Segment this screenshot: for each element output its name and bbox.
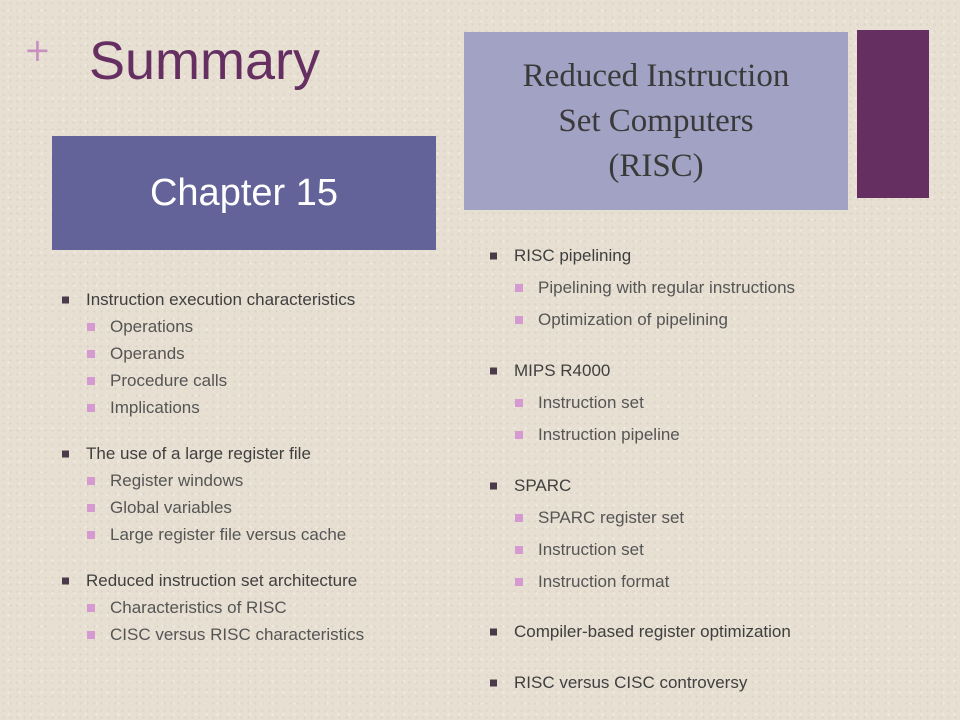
bullet-text: Operands: [110, 344, 185, 363]
bullet-text: Compiler-based register optimization: [514, 622, 791, 641]
sub-bullet-item: [538, 278, 795, 298]
pink-square-bullet-icon: [515, 284, 523, 292]
sub-bullet-item: [110, 317, 193, 337]
bullet-text: Register windows: [110, 471, 244, 490]
bullet-text: CISC versus RISC characteristics: [110, 625, 365, 644]
pink-square-bullet-icon: [87, 477, 95, 485]
bullet-item: [86, 444, 311, 464]
bullet-text: The use of a large register file: [86, 444, 311, 463]
bullet-text: Instruction set: [538, 540, 644, 559]
pink-square-bullet-icon: [515, 431, 523, 439]
sub-bullet-item: [110, 625, 364, 645]
bullet-text: Large register file versus cache: [110, 525, 347, 544]
bullet-text: SPARC register set: [538, 508, 685, 527]
pink-square-bullet-icon: [515, 316, 523, 324]
sub-bullet-item: [110, 498, 232, 518]
bullet-item: [514, 673, 747, 693]
sub-bullet-item: [110, 398, 200, 418]
bullet-item: [86, 571, 357, 591]
square-bullet-icon: [62, 297, 69, 304]
pink-square-bullet-icon: [515, 514, 523, 522]
bullet-text: Global variables: [110, 498, 232, 517]
pink-square-bullet-icon: [87, 350, 95, 358]
sub-bullet-item: [538, 540, 644, 560]
bullet-text: MIPS R4000: [514, 361, 611, 380]
square-bullet-icon: [62, 578, 69, 585]
sub-bullet-item: [538, 425, 680, 445]
bullet-item: [514, 622, 791, 642]
sub-bullet-item: [538, 508, 684, 528]
accent-bar: [857, 30, 929, 198]
pink-square-bullet-icon: [87, 531, 95, 539]
bullet-text: Instruction format: [538, 572, 670, 591]
bullet-item: [86, 290, 355, 310]
pink-square-bullet-icon: [87, 504, 95, 512]
sub-bullet-item: [538, 572, 669, 592]
bullet-text: RISC versus CISC controversy: [514, 673, 748, 692]
sub-bullet-item: [110, 525, 346, 545]
pink-square-bullet-icon: [515, 546, 523, 554]
chapter-label: Chapter 15: [149, 171, 338, 214]
sub-bullet-item: [110, 598, 287, 618]
bullet-text: Operations: [110, 317, 194, 336]
bullet-text: Procedure calls: [110, 371, 228, 390]
bullet-text: Pipelining with regular instructions: [538, 278, 796, 297]
square-bullet-icon: [490, 629, 497, 636]
chapter-banner: [52, 136, 436, 250]
sub-bullet-item: [110, 371, 227, 391]
sub-bullet-item: [538, 393, 644, 413]
bullet-text: Characteristics of RISC: [110, 598, 287, 617]
pink-square-bullet-icon: [87, 631, 95, 639]
square-bullet-icon: [490, 680, 497, 687]
bullet-text: Instruction pipeline: [538, 425, 680, 444]
bullet-item: [514, 476, 571, 496]
square-bullet-icon: [490, 483, 497, 490]
pink-square-bullet-icon: [87, 404, 95, 412]
square-bullet-icon: [62, 451, 69, 458]
bullet-text: Instruction execution characteristics: [86, 290, 356, 309]
pink-square-bullet-icon: [87, 604, 95, 612]
risc-heading: Reduced Instruction Set Computers (RISC): [522, 57, 790, 184]
bullet-text: Reduced instruction set architecture: [86, 571, 358, 590]
pink-square-bullet-icon: [515, 578, 523, 586]
bullet-text: RISC pipelining: [514, 246, 632, 265]
bullet-text: Implications: [110, 398, 200, 417]
bullet-text: Instruction set: [538, 393, 644, 412]
slide-title: Summary: [89, 31, 321, 91]
pink-square-bullet-icon: [515, 399, 523, 407]
pink-square-bullet-icon: [87, 323, 95, 331]
risc-heading-box: [464, 32, 848, 210]
square-bullet-icon: [490, 253, 497, 260]
sub-bullet-item: [110, 344, 185, 364]
bullet-text: SPARC: [514, 476, 572, 495]
pink-square-bullet-icon: [87, 377, 95, 385]
sub-bullet-item: [538, 310, 728, 330]
sub-bullet-item: [110, 471, 243, 491]
bullet-item: [514, 361, 610, 381]
bullet-text: Optimization of pipelining: [538, 310, 728, 329]
square-bullet-icon: [490, 368, 497, 375]
bullet-item: [514, 246, 631, 266]
plus-icon: +: [24, 31, 51, 69]
